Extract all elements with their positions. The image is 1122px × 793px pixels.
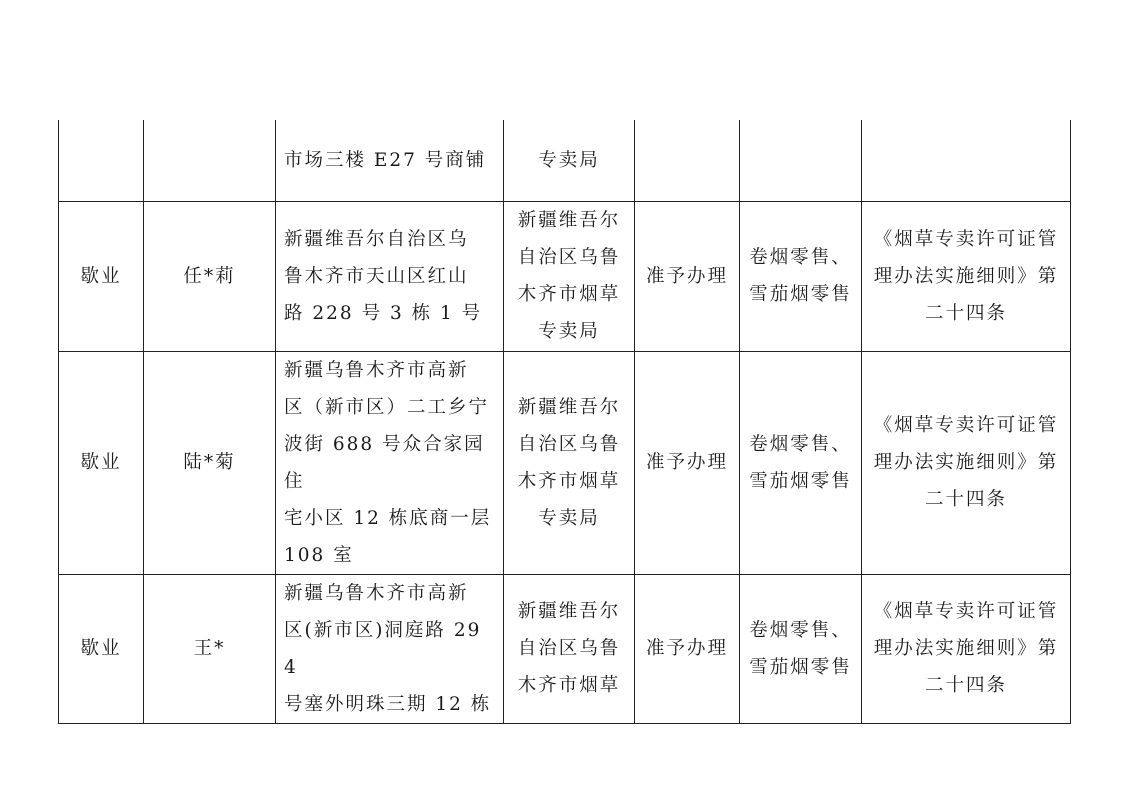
basis-cell xyxy=(862,120,1071,201)
scope-cell xyxy=(740,574,862,723)
scope-cell-line: 卷烟零售、 xyxy=(749,619,852,641)
scope-cell-line: 卷烟零售、 xyxy=(749,247,852,268)
basis-cell-line: 二十四条 xyxy=(924,489,1007,510)
decision-cell: 准予办理 xyxy=(635,574,740,723)
address-cell-line: 市场三楼 E27 号商铺 xyxy=(284,149,487,171)
decision-cell: 准予办理 xyxy=(635,351,740,574)
table-row xyxy=(59,201,1071,351)
name-cell: 陆*菊 xyxy=(144,351,276,574)
authority-cell xyxy=(504,574,635,723)
name-cell: 王* xyxy=(144,574,276,723)
basis-cell-line: 二十四条 xyxy=(924,302,1007,324)
address-cell xyxy=(276,574,504,723)
address-cell-line: 新疆乌鲁木齐市高新 xyxy=(284,582,469,604)
address-cell-line: 路 228 号 3 栋 1 号 xyxy=(284,302,483,324)
decision-cell: 准予办理 xyxy=(635,201,740,351)
table-row xyxy=(59,120,1071,201)
category-cell: 歇业 xyxy=(59,351,144,574)
basis-cell xyxy=(862,351,1071,574)
scope-cell xyxy=(740,351,862,574)
address-cell xyxy=(276,201,504,351)
authority-cell-line: 木齐市烟草 xyxy=(517,284,621,305)
basis-cell-line: 理办法实施细则》第 xyxy=(873,638,1059,659)
basis-cell xyxy=(862,201,1071,351)
authority-cell-line: 专卖局 xyxy=(538,149,600,171)
category-cell: 歇业 xyxy=(59,574,144,723)
authority-cell xyxy=(504,351,635,574)
basis-cell-line: 二十四条 xyxy=(924,675,1007,696)
address-cell-line: 新疆维吾尔自治区乌 xyxy=(284,228,469,250)
table-row xyxy=(59,574,1071,723)
table-row xyxy=(59,351,1071,574)
authority-cell-line: 自治区乌鲁 xyxy=(517,433,621,455)
address-cell-line: 宅小区 12 栋底商一层 xyxy=(284,507,492,529)
address-cell xyxy=(276,120,504,201)
authority-cell-line: 木齐市烟草 xyxy=(517,675,621,696)
address-cell-line: 新疆乌鲁木齐市高新 xyxy=(284,359,469,381)
authority-cell-line: 木齐市烟草 xyxy=(517,470,621,492)
table-body xyxy=(59,120,1071,723)
basis-cell xyxy=(862,574,1071,723)
scope-cell-line: 雪茄烟零售 xyxy=(749,284,852,305)
authority-cell-line: 专卖局 xyxy=(538,321,600,342)
authority-cell-line: 专卖局 xyxy=(538,507,600,529)
scope-cell xyxy=(740,201,862,351)
basis-cell-line: 《烟草专卖许可证管 xyxy=(873,601,1059,622)
authority-cell-line: 新疆维吾尔 xyxy=(517,210,621,231)
category-cell xyxy=(59,120,144,201)
basis-cell-line: 理办法实施细则》第 xyxy=(873,265,1059,287)
authority-cell xyxy=(504,120,635,201)
name-cell: 任*莉 xyxy=(144,201,276,351)
address-cell-line: 区（新市区）二工乡宁 xyxy=(284,396,490,418)
basis-cell-line: 《烟草专卖许可证管 xyxy=(873,228,1059,250)
authority-cell xyxy=(504,201,635,351)
basis-cell-line: 《烟草专卖许可证管 xyxy=(873,415,1059,436)
address-cell xyxy=(276,351,504,574)
scope-cell xyxy=(740,120,862,201)
address-cell-line: 鲁木齐市天山区红山 xyxy=(284,265,469,287)
category-cell: 歇业 xyxy=(59,201,144,351)
scope-cell-line: 雪茄烟零售 xyxy=(749,656,852,678)
authority-cell-line: 新疆维吾尔 xyxy=(517,601,621,622)
basis-cell-line: 理办法实施细则》第 xyxy=(873,452,1059,473)
decision-cell xyxy=(635,120,740,201)
authority-cell-line: 自治区乌鲁 xyxy=(517,247,621,268)
authority-cell-line: 新疆维吾尔 xyxy=(517,396,621,418)
authority-cell-line: 自治区乌鲁 xyxy=(517,638,621,659)
address-cell-line: 号塞外明珠三期 12 栋 xyxy=(284,693,492,715)
scope-cell-line: 卷烟零售、 xyxy=(749,433,852,455)
address-cell-line: 108 室 xyxy=(284,544,354,566)
address-cell-line: 波街 688 号众合家园住 xyxy=(284,433,485,492)
name-cell xyxy=(144,120,276,201)
address-cell-line: 区(新市区)洞庭路 294 xyxy=(284,619,482,678)
scope-cell-line: 雪茄烟零售 xyxy=(749,470,852,492)
license-table xyxy=(58,120,1071,724)
